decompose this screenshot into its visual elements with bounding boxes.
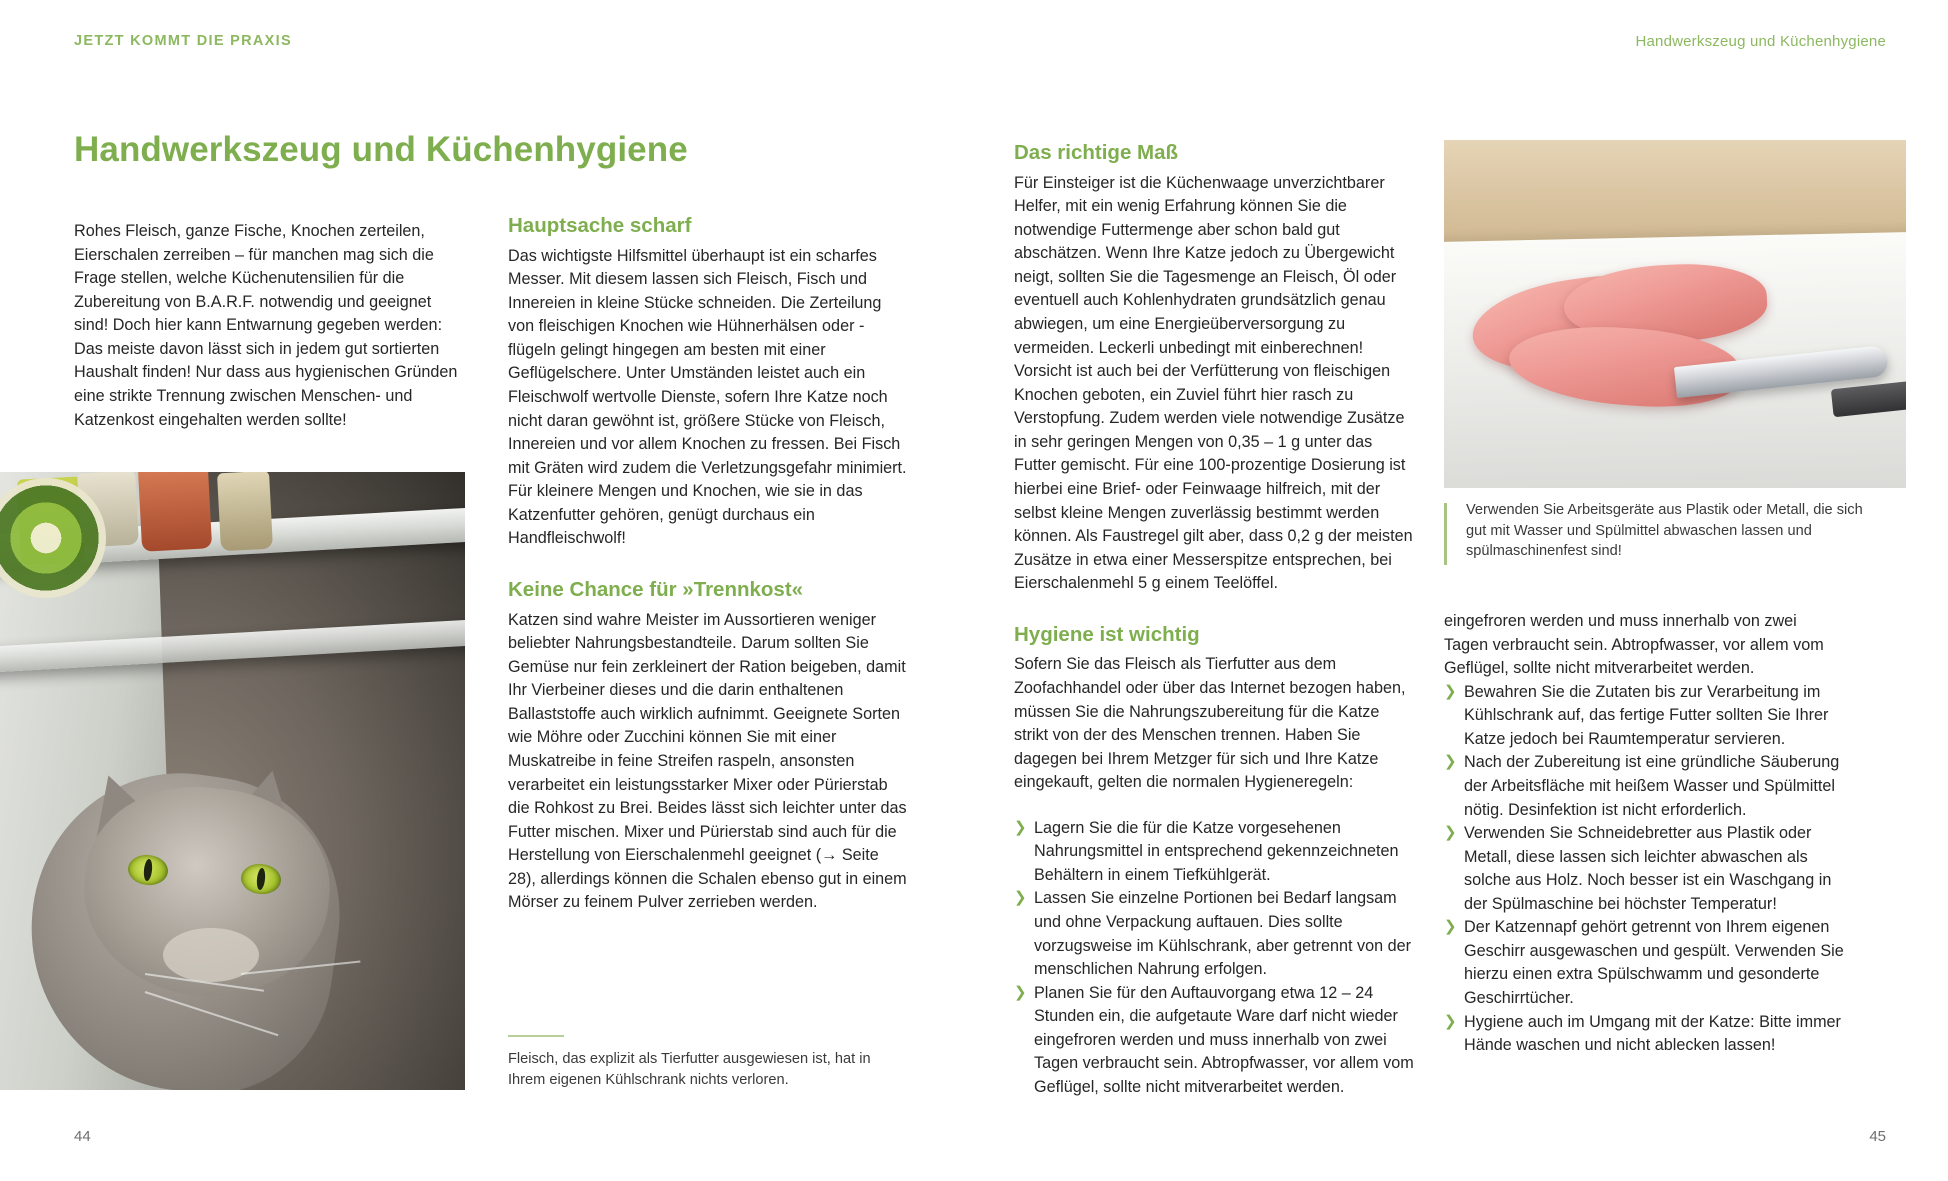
section-heading: Hygiene ist wichtig bbox=[1014, 622, 1200, 646]
page-title: Handwerkszeug und Küchenhygiene bbox=[74, 130, 688, 169]
section-hauptsache-scharf bbox=[508, 213, 908, 551]
intro-paragraph: Rohes Fleisch, ganze Fische, Knochen zerteilen, Eierschalen zerreiben – für manchen mag sich die Frage stellen, welche Küchenutensilien für die Zubereitung von B.A.R.F. notwendig und geeignet sind! Doch hier kann Entwarnung gegeben werden: Das meiste davon lässt sich in jedem gut sortierten Haushalt finden! Nur dass aus hygienischen Gründen eine strikte Trennung zwischen Menschen- und Katzenkost eingehalten werden sollte! bbox=[74, 222, 458, 429]
cat-photo-caption bbox=[508, 1035, 908, 1090]
running-head-right: Handwerkszeug und Küchenhygiene bbox=[1635, 33, 1886, 50]
right-text-column-2 bbox=[1444, 610, 1844, 1058]
caption-rule bbox=[508, 1035, 564, 1037]
list-item bbox=[1444, 916, 1844, 1010]
folio-right: 45 bbox=[1869, 1128, 1886, 1145]
cat bbox=[14, 639, 451, 1090]
list-item-text: Hygiene auch im Umgang mit der Katze: Bitte immer Hände waschen und nicht ablecken lassen! bbox=[1464, 1012, 1841, 1055]
arrow-bullet-icon: ❯ bbox=[1444, 1012, 1457, 1030]
arrow-bullet-icon: ❯ bbox=[1014, 818, 1027, 836]
section-hygiene-ist-wichtig bbox=[1014, 622, 1414, 1100]
right-page bbox=[974, 0, 1948, 1181]
meat-photo-caption bbox=[1444, 500, 1874, 562]
folio-left: 44 bbox=[74, 1128, 91, 1145]
cat-in-refrigerator-photo bbox=[0, 472, 465, 1090]
list-item-text: Lassen Sie einzelne Portionen bei Bedarf langsam und ohne Verpackung auftauen. Dies sollte vorzugsweise im Kühlschrank, aber getrennt von der menschlichen Nahrung erfolgen. bbox=[1034, 889, 1411, 979]
hygiene-bullet-list-continued bbox=[1444, 610, 1844, 1058]
list-item bbox=[1444, 1011, 1844, 1058]
arrow-bullet-icon: ❯ bbox=[1444, 753, 1457, 771]
section-body: Für Einsteiger ist die Küchenwaage unverzichtbarer Helfer, mit ein wenig Erfahrung können Sie die notwendige Futtermenge aber schon bald gut abschätzen. Wenn Ihre Katze jedoch zu Übergewicht neigt, sollten Sie die Tagesmenge an Fleisch, Öl oder eventuell auch Kohlenhydraten grundsätzlich genau abwiegen, um eine Energieüberversorgung zu vermeiden. Leckerli unbedingt mit einberechnen! Vorsicht ist auch bei der Verfütterung von fleischigen Knochen geboten, ein Zuviel führt hier rasch zu Verstopfung. Zudem werden viele notwendige Zusätze in sehr geringen Mengen von 0,35 – 1 g unter das Futter gemischt. Für eine 100-prozentige Dosierung ist hierbei eine Brief- oder Feinwaage hilfreich, mit der selbst kleine Mengen zuverlässig bestimmt werden können. Als Faustregel gilt aber, dass 0,2 g der meisten Zusätze in etwa einer Messerspitze entsprechen, bei Eierschalenmehl 5 g einem Teelöffel. bbox=[1014, 173, 1413, 593]
list-item bbox=[1014, 817, 1414, 888]
section-body: Sofern Sie das Fleisch als Tierfutter aus dem Zoofachhandel oder über das Internet bezogen haben, müssen Sie die Nahrungszubereitung für die Katze strikt von der des Menschen trennen. Haben Sie dagegen bei Ihrem Metzger für sich und Ihre Katze eingekauft, gelten die normalen Hygieneregeln: bbox=[1014, 655, 1406, 792]
section-heading: Hauptsache scharf bbox=[508, 214, 692, 237]
list-item bbox=[1444, 822, 1844, 916]
section-heading: Das richtige Maß bbox=[1014, 141, 1179, 164]
list-item bbox=[1014, 982, 1414, 1100]
section-keine-chance-trennkost bbox=[508, 577, 908, 915]
list-item-text-continuation: eingefroren werden und muss innerhalb von zwei Tagen verbraucht sein. Abtropfwasser, vor allem vom Geflügel, sollte nicht mitverarbeitet werden. bbox=[1444, 612, 1824, 678]
list-item bbox=[1444, 681, 1844, 752]
running-head-left: JETZT KOMMT DIE PRAXIS bbox=[74, 33, 292, 49]
arrow-bullet-icon: ❯ bbox=[1014, 889, 1027, 907]
section-das-richtige-mass bbox=[1014, 140, 1414, 596]
list-item bbox=[1444, 751, 1844, 822]
caption-text: Verwenden Sie Arbeitsgeräte aus Plastik oder Metall, die sich gut mit Wasser und Spülmittel abwaschen lassen und spülmaschinenfest sind! bbox=[1466, 502, 1863, 560]
right-text-column-1 bbox=[1014, 140, 1414, 1100]
list-item bbox=[1014, 887, 1414, 981]
cat-pupil bbox=[142, 859, 152, 882]
list-item-text: Der Katzennapf gehört getrennt von Ihrem eigenen Geschirr ausgewaschen und gespült. Verwenden Sie hierzu einen extra Spülschwamm und gesonderte Geschirrtücher. bbox=[1464, 918, 1844, 1007]
list-item-text: Lagern Sie die für die Katze vorgesehenen Nahrungsmittel in entsprechend gekennzeichneten Behältern in einem Tiefkühlgerät. bbox=[1034, 818, 1399, 884]
section-body: Katzen sind wahre Meister im Aussortieren weniger beliebter Nahrungsbestandteile. Darum sollten Sie Gemüse nur fein zerkleinert der Ration beigeben, damit Ihr Vierbeiner dieses und die darin enthaltenen Ballaststoffe auch wirklich aufnimmt. Geeignete Sorten wie Möhre oder Zucchini können Sie mit einer Muskatreibe in feine Streifen raspeln, ansonsten verarbeitet ein leistungsstarker Mixer oder Pürierstab die Rohkost zu Brei. Beides lässt sich leichter unter das Futter mischen. Mixer und Pürierstab sind auch für die Herstellung von Eierschalenmehl geeignet (→ Seite 28), allerdings können die Schalen ebenso gut in einem Mörser zu feinem Pulver zerrieben werden. bbox=[508, 610, 907, 912]
list-item-text: Bewahren Sie die Zutaten bis zur Verarbeitung im Kühlschrank auf, das fertige Futter sollten Sie Ihrer Katze jedoch bei Raumtemperatur servieren. bbox=[1464, 682, 1829, 748]
page-gutter bbox=[974, 0, 975, 1181]
intro-column bbox=[74, 220, 464, 432]
section-heading: Keine Chance für »Trennkost« bbox=[508, 577, 804, 601]
jar bbox=[137, 472, 211, 552]
section-body: Das wichtigste Hilfsmittel überhaupt ist ein scharfes Messer. Mit diesem lassen sich Fleisch, Fisch und Innereien in kleine Stücke schneiden. Die Zerteilung von fleischigen Knochen wie Hühnerhälsen oder -flügeln gelingt hingegen am besten mit einer Geflügelschere. Unter Umständen leistet auch ein Fleischwolf wertvolle Dienste, sofern Ihre Katze noch nicht daran gewöhnt ist, größere Stücke von Fleisch, Innereien und vor allem Knochen zu fressen. Bei Fisch mit Gräten wird zudem die Verletzungsgefahr minimiert. Für kleinere Mengen und Knochen, wie sie in das Katzenfutter gehören, genügt durchaus ein Handfleischwolf! bbox=[508, 246, 907, 548]
hygiene-bullet-list bbox=[1014, 817, 1414, 1100]
jar bbox=[217, 472, 273, 551]
list-item-text: Nach der Zubereitung ist eine gründliche Säuberung der Arbeitsfläche mit heißem Wasser und Spülmittel nötig. Desinfektion ist nicht erforderlich. bbox=[1464, 753, 1840, 819]
left-text-column bbox=[508, 213, 908, 915]
arrow-bullet-icon: ❯ bbox=[1444, 682, 1457, 700]
cat-pupil bbox=[256, 868, 266, 891]
list-item-text: Verwenden Sie Schneidebretter aus Plastik oder Metall, diese lassen sich leichter abwaschen als solche aus Holz. Noch besser ist ein Waschgang in der Spülmaschine bei höchster Temperatur! bbox=[1464, 824, 1832, 913]
list-item-text: Planen Sie für den Auftauvorgang etwa 12 – 24 Stunden ein, die aufgetaute Ware darf nicht wieder eingefroren werden und muss innerhalb von zwei Tagen verbraucht sein. Abtropfwasser, vor allem vom Geflügel, sollte nicht mitverarbeitet werden. bbox=[1034, 983, 1414, 1096]
chicken-fillets-on-cutting-board-photo bbox=[1444, 140, 1906, 488]
arrow-bullet-icon: ❯ bbox=[1014, 983, 1027, 1001]
caption-text: Fleisch, das explizit als Tierfutter ausgewiesen ist, hat in Ihrem eigenen Kühlschrank nichts verloren. bbox=[508, 1051, 871, 1088]
arrow-bullet-icon: ❯ bbox=[1444, 824, 1457, 842]
arrow-bullet-icon: ❯ bbox=[1444, 918, 1457, 936]
caption-rule bbox=[1444, 503, 1447, 565]
list-item bbox=[1444, 610, 1844, 681]
